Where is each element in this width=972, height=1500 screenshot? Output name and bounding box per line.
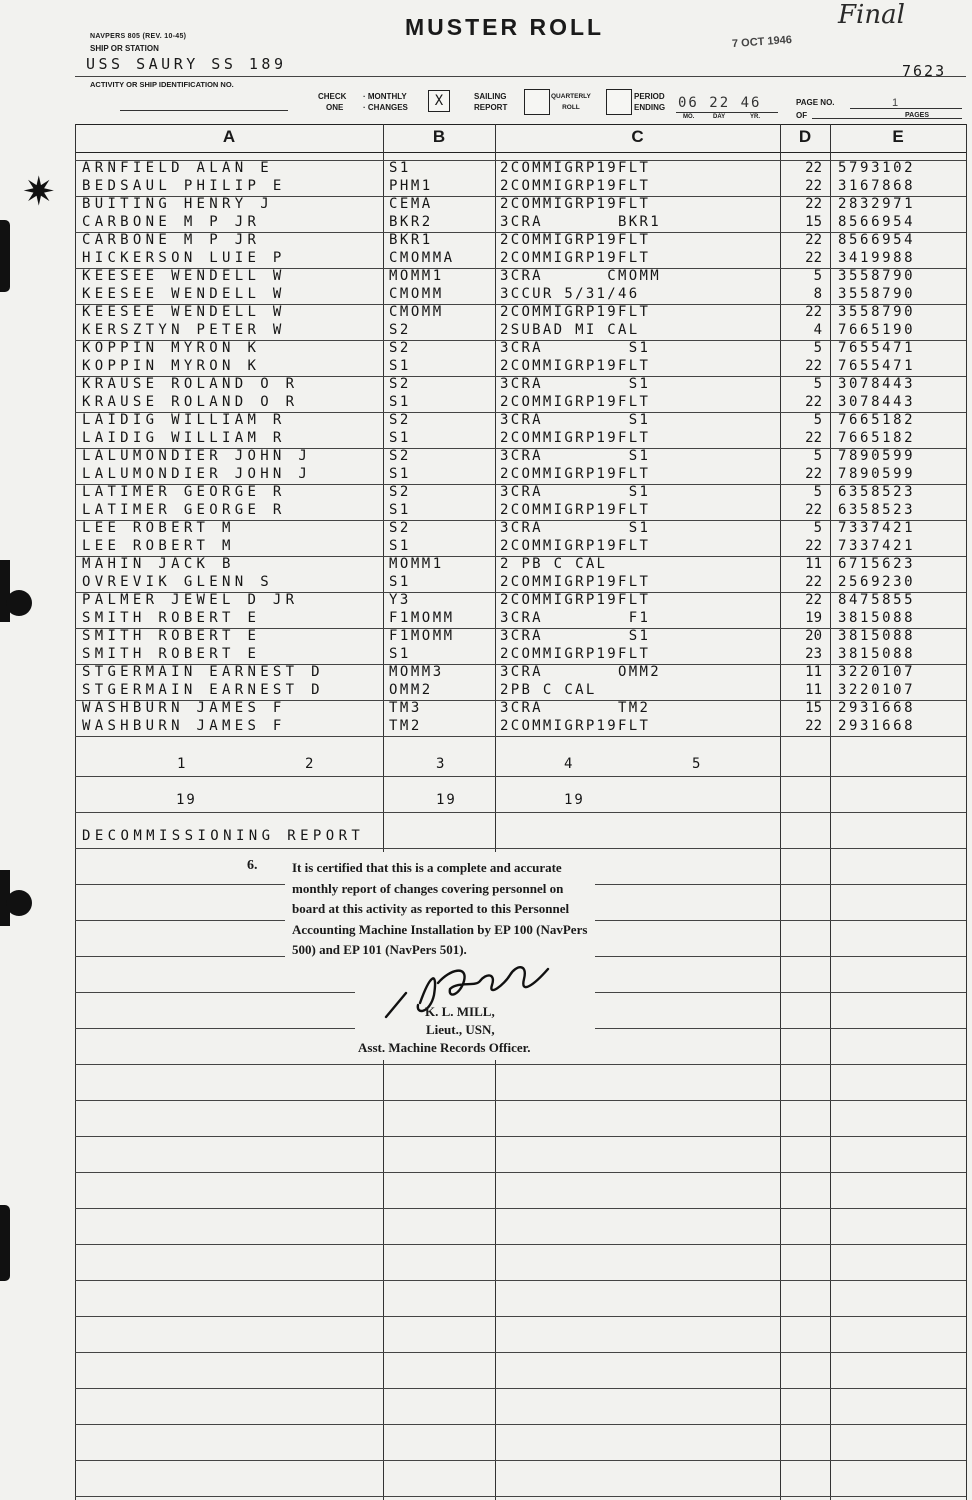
column-d-code: 22: [805, 178, 822, 194]
member-rate: S2: [389, 484, 411, 500]
period-ending-label: PERIOD ENDING: [634, 92, 666, 112]
member-name: KOPPIN MYRON K: [82, 340, 261, 356]
column-d-code: 22: [805, 718, 822, 734]
ruled-line: [75, 1136, 966, 1137]
service-number: 3078443: [838, 376, 916, 392]
member-rate: S2: [389, 376, 411, 392]
member-name: CARBONE M P JR: [82, 214, 261, 230]
service-number: 7665190: [838, 322, 916, 338]
column-d-code: 22: [805, 358, 822, 374]
table-row: [0, 322, 972, 340]
table-row: [0, 448, 972, 466]
activity-code: 3CRA S1: [500, 376, 651, 392]
activity-code: 2COMMIGRP19FLT: [500, 160, 651, 176]
member-rate: CEMA: [389, 196, 433, 212]
service-number: 7890599: [838, 448, 916, 464]
activity-code: 2COMMIGRP19FLT: [500, 646, 651, 662]
member-rate: Y3: [389, 592, 411, 608]
ruled-line: [75, 1496, 966, 1497]
service-number: 3220107: [838, 664, 916, 680]
service-number: 7665182: [838, 412, 916, 428]
table-row: [0, 214, 972, 232]
member-rate: S1: [389, 502, 411, 518]
column-d-code: 8: [813, 286, 822, 302]
activity-code: 3CRA S1: [500, 520, 651, 536]
period-ending-value: 06 22 46: [678, 95, 762, 111]
table-row: [0, 646, 972, 664]
activity-code: 2COMMIGRP19FLT: [500, 358, 651, 374]
column-d-code: 22: [805, 196, 822, 212]
column-d-code: 22: [805, 538, 822, 554]
member-rate: S1: [389, 160, 411, 176]
page-no-line: [850, 108, 962, 109]
ruled-line: [75, 1316, 966, 1317]
column-header-a: A: [222, 127, 236, 146]
ruled-line: [75, 1244, 966, 1245]
ruled-line: [75, 848, 966, 849]
activity-code: 2SUBAD MI CAL: [500, 322, 640, 338]
activity-code: 2COMMIGRP19FLT: [500, 196, 651, 212]
member-name: LATIMER GEORGE R: [82, 502, 286, 518]
activity-code: 3CRA CMOMM: [500, 268, 661, 284]
signer-title: Asst. Machine Records Officer.: [358, 1040, 531, 1055]
service-number: 7665182: [838, 430, 916, 446]
member-name: KEESEE WENDELL W: [82, 286, 286, 302]
activity-code: 2COMMIGRP19FLT: [500, 232, 651, 248]
column-header-e: E: [892, 127, 904, 146]
service-number: 3815088: [838, 628, 916, 644]
service-number: 3078443: [838, 394, 916, 410]
service-number: 8566954: [838, 214, 916, 230]
member-name: SMITH ROBERT E: [82, 646, 261, 662]
column-d-code: 22: [805, 160, 822, 176]
table-row: [0, 484, 972, 502]
activity-code: 2PB C CAL: [500, 682, 597, 698]
monthly-changes-label: · MONTHLY · CHANGES: [363, 92, 408, 112]
service-number: 3815088: [838, 610, 916, 626]
service-number: 2832971: [838, 196, 916, 212]
member-name: LATIMER GEORGE R: [82, 484, 286, 500]
column-d-code: 19: [805, 610, 822, 626]
table-row: [0, 268, 972, 286]
member-rate: S2: [389, 340, 411, 356]
service-number: 3558790: [838, 268, 916, 284]
activity-label: ACTIVITY OR SHIP IDENTIFICATION NO.: [90, 80, 234, 89]
member-rate: BKR2: [389, 214, 433, 230]
activity-code: 3CRA TM2: [500, 700, 651, 716]
column-d-code: 15: [805, 700, 822, 716]
column-header-d: D: [798, 127, 812, 146]
service-number: 3815088: [838, 646, 916, 662]
table-row: [0, 286, 972, 304]
member-name: KRAUSE ROLAND O R: [82, 376, 299, 392]
table-row: [0, 376, 972, 394]
member-rate: S1: [389, 466, 411, 482]
table-row: [0, 340, 972, 358]
member-name: SMITH ROBERT E: [82, 610, 261, 626]
total-count: 19: [436, 792, 457, 808]
activity-code: 2 PB C CAL: [500, 556, 608, 572]
column-header-c: C: [631, 127, 644, 146]
member-rate: TM2: [389, 718, 422, 734]
ruled-line: [75, 736, 966, 737]
table-row: [0, 196, 972, 214]
total-count: 19: [564, 792, 585, 808]
table-row: [0, 592, 972, 610]
activity-code: 3CRA OMM2: [500, 664, 661, 680]
page-no-label: PAGE NO.: [796, 98, 835, 107]
member-name: LALUMONDIER JOHN J: [82, 466, 312, 482]
sailing-report-checkbox[interactable]: [524, 89, 550, 115]
table-row: [0, 502, 972, 520]
ship-label: SHIP OR STATION: [90, 44, 159, 53]
page-no-value: 1: [892, 97, 899, 109]
activity-code: 2COMMIGRP19FLT: [500, 538, 651, 554]
member-name: KEESEE WENDELL W: [82, 268, 286, 284]
column-d-code: 22: [805, 430, 822, 446]
service-number: 7337421: [838, 538, 916, 554]
service-number: 6715623: [838, 556, 916, 572]
member-rate: CMOMM: [389, 304, 444, 320]
service-number: 6358523: [838, 484, 916, 500]
activity-code: 2COMMIGRP19FLT: [500, 394, 651, 410]
service-number: 8566954: [838, 232, 916, 248]
table-row: [0, 664, 972, 682]
activity-code: 2COMMIGRP19FLT: [500, 502, 651, 518]
ruled-line: [75, 1352, 966, 1353]
member-name: WASHBURN JAMES F: [82, 700, 286, 716]
member-name: STGERMAIN EARNEST D: [82, 664, 324, 680]
member-name: ARNFIELD ALAN E: [82, 160, 273, 176]
ship-number: 7623: [902, 62, 947, 80]
table-row: [0, 574, 972, 592]
member-name: KEESEE WENDELL W: [82, 304, 286, 320]
member-rate: MOMM3: [389, 664, 444, 680]
of-label: OF: [796, 111, 808, 120]
member-name: KRAUSE ROLAND O R: [82, 394, 299, 410]
member-name: LAIDIG WILLIAM R: [82, 430, 286, 446]
table-row: [0, 682, 972, 700]
member-name: OVREVIK GLENN S: [82, 574, 273, 590]
service-number: 2569230: [838, 574, 916, 590]
service-number: 3558790: [838, 286, 916, 302]
punch-hole-icon: [6, 890, 32, 916]
member-name: BEDSAUL PHILIP E: [82, 178, 286, 194]
table-row: [0, 178, 972, 196]
member-rate: CMOMM: [389, 286, 444, 302]
member-rate: S2: [389, 520, 411, 536]
activity-field: [120, 110, 288, 111]
activity-code: 2COMMIGRP19FLT: [500, 430, 651, 446]
column-d-code: 22: [805, 466, 822, 482]
pages-label: PAGES: [905, 112, 929, 119]
count-label: 5: [692, 756, 701, 772]
table-header-border: [75, 152, 966, 153]
asterisk-mark-icon: ✷: [22, 170, 56, 214]
column-d-code: 22: [805, 232, 822, 248]
table-row: [0, 556, 972, 574]
table-row: [0, 628, 972, 646]
activity-code: 2COMMIGRP19FLT: [500, 304, 651, 320]
service-number: 8475855: [838, 592, 916, 608]
table-row: [0, 610, 972, 628]
member-name: BUITING HENRY J: [82, 196, 273, 212]
member-rate: S1: [389, 358, 411, 374]
service-number: 6358523: [838, 502, 916, 518]
member-rate: S1: [389, 538, 411, 554]
table-row: [0, 718, 972, 736]
member-rate: OMM2: [389, 682, 433, 698]
service-number: 2931668: [838, 718, 916, 734]
table-row: [0, 520, 972, 538]
ruled-line: [75, 1064, 966, 1065]
member-rate: MOMM1: [389, 268, 444, 284]
column-d-code: 15: [805, 214, 822, 230]
member-name: CARBONE M P JR: [82, 232, 261, 248]
ruled-line: [75, 1172, 966, 1173]
total-count: 19: [176, 792, 197, 808]
member-rate: MOMM1: [389, 556, 444, 572]
column-d-code: 11: [805, 556, 822, 572]
activity-code: 3CCUR 5/31/46: [500, 286, 640, 302]
table-row: [0, 394, 972, 412]
column-d-code: 4: [813, 322, 822, 338]
ruled-line: [75, 1388, 966, 1389]
member-rate: CMOMMA: [389, 250, 455, 266]
column-d-code: 5: [813, 484, 822, 500]
member-name: WASHBURN JAMES F: [82, 718, 286, 734]
table-row: [0, 358, 972, 376]
activity-code: 2COMMIGRP19FLT: [500, 718, 651, 734]
quarterly-roll-checkbox[interactable]: [606, 89, 632, 115]
column-d-code: 23: [805, 646, 822, 662]
member-name: LEE ROBERT M: [82, 538, 235, 554]
count-label: 3: [436, 756, 445, 772]
month-sublabel: MO.: [683, 114, 695, 120]
service-number: 3220107: [838, 682, 916, 698]
activity-code: 3CRA S1: [500, 484, 651, 500]
table-top-border: [75, 124, 966, 125]
member-rate: S1: [389, 646, 411, 662]
ruled-line: [75, 1280, 966, 1281]
activity-code: 3CRA S1: [500, 412, 651, 428]
form-number: NAVPERS 805 (REV. 10-45): [90, 33, 187, 40]
service-number: 2931668: [838, 700, 916, 716]
column-d-code: 5: [813, 520, 822, 536]
activity-code: 3CRA S1: [500, 448, 651, 464]
table-row: [0, 412, 972, 430]
member-name: HICKERSON LUIE P: [82, 250, 286, 266]
table-row: [0, 304, 972, 322]
member-rate: F1MOMM: [389, 610, 455, 626]
count-label: 1: [177, 756, 186, 772]
certification-text: It is certified that this is a complete and accurate monthly report of changes covering personnel on board at this activity as reported to this Personnel Accounting Machine Installation by EP 100 (NavPers 500) and EP 101 (NavPers 501).: [292, 860, 588, 957]
column-d-code: 5: [813, 412, 822, 428]
table-row: [0, 466, 972, 484]
service-number: 7655471: [838, 358, 916, 374]
service-number: 3167868: [838, 178, 916, 194]
member-rate: TM3: [389, 700, 422, 716]
binder-hole-icon: [0, 1205, 10, 1281]
decommissioning-report: DECOMMISSIONING REPORT: [82, 828, 365, 844]
service-number: 3558790: [838, 304, 916, 320]
member-name: PALMER JEWEL D JR: [82, 592, 299, 608]
table-row: [0, 700, 972, 718]
member-name: KERSZTYN PETER W: [82, 322, 286, 338]
member-rate: S2: [389, 322, 411, 338]
column-d-code: 22: [805, 592, 822, 608]
column-d-code: 5: [813, 268, 822, 284]
sailing-report-label: SAILING REPORT: [474, 92, 508, 112]
year-sublabel: YR.: [750, 114, 761, 120]
table-row: [0, 232, 972, 250]
handwritten-note: Final: [838, 0, 905, 30]
signer-rank: Lieut., USN,: [426, 1022, 495, 1037]
column-d-code: 11: [805, 664, 822, 680]
column-d-code: 20: [805, 628, 822, 644]
column-d-code: 5: [813, 340, 822, 356]
day-sublabel: DAY: [713, 114, 726, 120]
member-rate: PHM1: [389, 178, 433, 194]
page-title: MUSTER ROLL: [405, 14, 605, 40]
activity-code: 3CRA S1: [500, 628, 651, 644]
table-row: [0, 430, 972, 448]
activity-code: 3CRA BKR1: [500, 214, 661, 230]
activity-code: 2COMMIGRP19FLT: [500, 250, 651, 266]
member-rate: S1: [389, 430, 411, 446]
certification-number: 6.: [247, 858, 258, 873]
service-number: 7890599: [838, 466, 916, 482]
member-name: KOPPIN MYRON K: [82, 358, 261, 374]
member-rate: S1: [389, 394, 411, 410]
check-one-label: CHECK ONE: [318, 92, 347, 112]
quarterly-roll-label: QUARTERLY ROLL: [551, 93, 591, 111]
column-d-code: 11: [805, 682, 822, 698]
activity-code: 2COMMIGRP19FLT: [500, 466, 651, 482]
member-name: MAHIN JACK B: [82, 556, 235, 572]
activity-code: 2COMMIGRP19FLT: [500, 592, 651, 608]
member-name: STGERMAIN EARNEST D: [82, 682, 324, 698]
table-row: [0, 160, 972, 178]
service-number: 7337421: [838, 520, 916, 536]
table-row: [0, 538, 972, 556]
header-divider: [75, 76, 966, 77]
table-row: [0, 250, 972, 268]
of-pages-line: [812, 118, 962, 119]
column-d-code: 22: [805, 304, 822, 320]
column-d-code: 22: [805, 394, 822, 410]
ruled-line: [75, 776, 966, 777]
count-label: 4: [564, 756, 573, 772]
column-d-code: 22: [805, 574, 822, 590]
member-name: LAIDIG WILLIAM R: [82, 412, 286, 428]
service-number: 3419988: [838, 250, 916, 266]
column-d-code: 5: [813, 376, 822, 392]
member-rate: BKR1: [389, 232, 433, 248]
member-rate: F1MOMM: [389, 628, 455, 644]
ship-name: USS SAURY SS 189: [86, 55, 287, 73]
column-d-code: 22: [805, 250, 822, 266]
ruled-line: [75, 1424, 966, 1425]
activity-code: 2COMMIGRP19FLT: [500, 178, 651, 194]
activity-code: 3CRA F1: [500, 610, 651, 626]
member-name: SMITH ROBERT E: [82, 628, 261, 644]
activity-code: 2COMMIGRP19FLT: [500, 574, 651, 590]
period-ending-line: [676, 112, 778, 113]
member-name: LEE ROBERT M: [82, 520, 235, 536]
ruled-line: [75, 812, 966, 813]
monthly-checkbox[interactable]: X: [428, 90, 450, 112]
column-d-code: 5: [813, 448, 822, 464]
ruled-line: [75, 1208, 966, 1209]
ruled-line: [75, 1460, 966, 1461]
column-header-b: B: [432, 127, 446, 146]
count-label: 2: [305, 756, 314, 772]
member-rate: S2: [389, 448, 411, 464]
member-name: LALUMONDIER JOHN J: [82, 448, 312, 464]
member-rate: S1: [389, 574, 411, 590]
signer-name: K. L. MILL,: [425, 1004, 495, 1019]
column-d-code: 22: [805, 502, 822, 518]
service-number: 7655471: [838, 340, 916, 356]
member-rate: S2: [389, 412, 411, 428]
service-number: 5793102: [838, 160, 916, 176]
date-stamp: 7 OCT 1946: [731, 33, 793, 51]
ruled-line: [75, 1100, 966, 1101]
activity-code: 3CRA S1: [500, 340, 651, 356]
